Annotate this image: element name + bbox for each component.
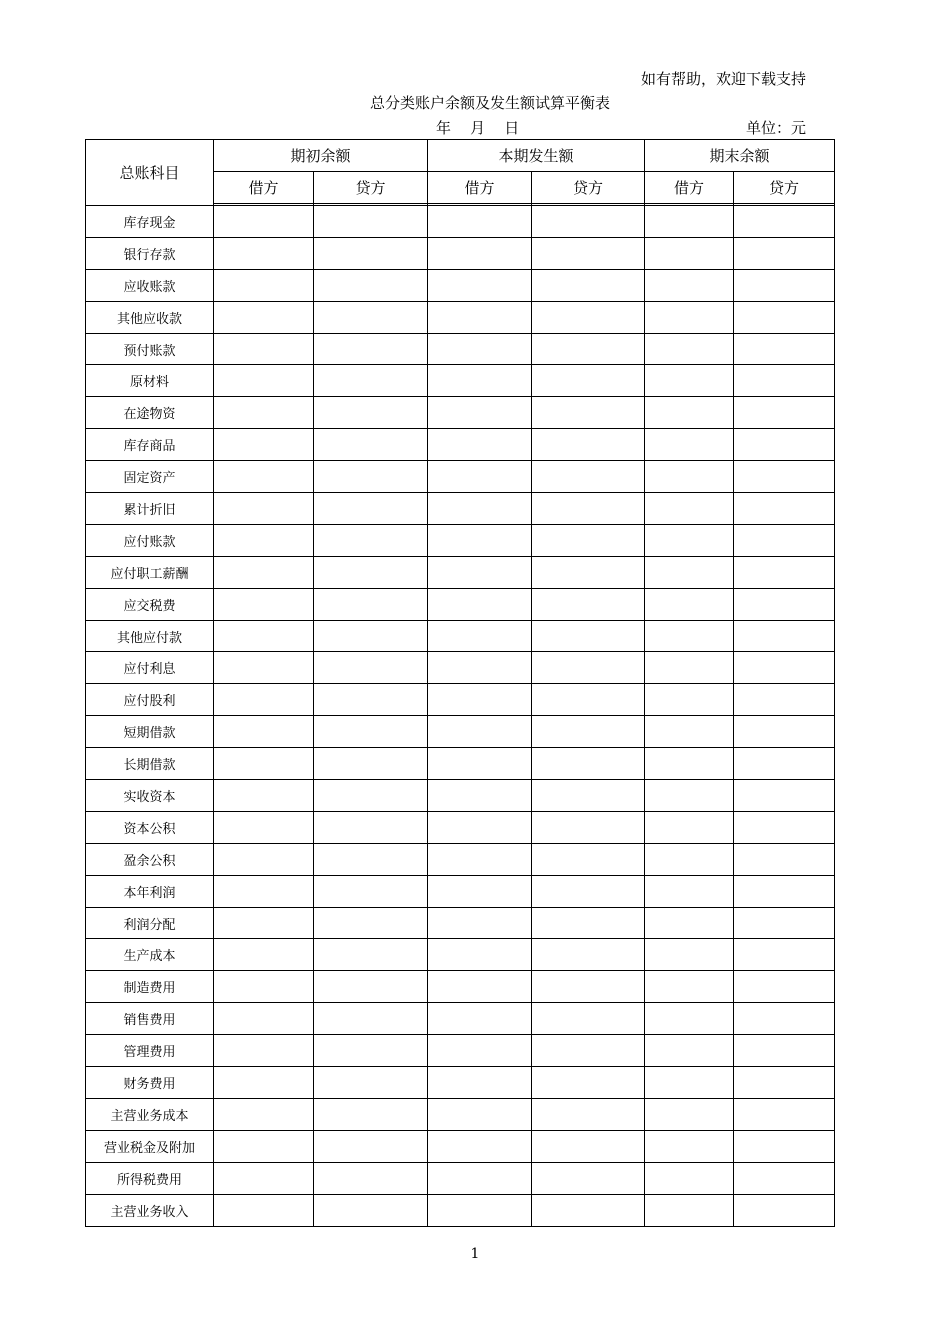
date-line <box>436 117 519 138</box>
credit-cell[interactable] <box>532 333 645 365</box>
table-row <box>86 1130 835 1162</box>
debit-cell[interactable] <box>645 429 734 461</box>
credit-cell[interactable] <box>314 811 428 843</box>
table-row <box>86 811 835 843</box>
table-row <box>86 493 835 525</box>
credit-cell[interactable] <box>734 875 835 907</box>
credit-cell[interactable] <box>532 716 645 748</box>
account-name: 库存现金 <box>86 206 214 238</box>
debit-cell[interactable] <box>428 907 532 939</box>
debit-cell[interactable] <box>428 588 532 620</box>
debit-cell[interactable] <box>428 1067 532 1099</box>
credit-cell[interactable] <box>532 843 645 875</box>
credit-cell[interactable] <box>734 780 835 812</box>
debit-cell[interactable] <box>645 780 734 812</box>
account-name: 短期借款 <box>86 716 214 748</box>
debit-cell[interactable] <box>214 875 314 907</box>
credit-cell[interactable] <box>734 365 835 397</box>
debit-cell[interactable] <box>428 652 532 684</box>
table-row <box>86 365 835 397</box>
debit-cell[interactable] <box>214 1194 314 1226</box>
debit-cell[interactable] <box>645 237 734 269</box>
table-row <box>86 524 835 556</box>
debit-header: 借方 <box>214 172 314 204</box>
debit-cell[interactable] <box>214 365 314 397</box>
credit-header: 贷方 <box>734 172 835 204</box>
debit-cell[interactable] <box>214 493 314 525</box>
credit-cell[interactable] <box>532 365 645 397</box>
debit-cell[interactable] <box>428 971 532 1003</box>
account-name: 财务费用 <box>86 1067 214 1099</box>
debit-cell[interactable] <box>214 1035 314 1067</box>
debit-cell[interactable] <box>214 684 314 716</box>
credit-cell[interactable] <box>314 429 428 461</box>
credit-cell[interactable] <box>734 684 835 716</box>
credit-cell[interactable] <box>532 493 645 525</box>
debit-cell[interactable] <box>214 206 314 238</box>
credit-cell[interactable] <box>314 237 428 269</box>
account-name: 主营业务成本 <box>86 1098 214 1130</box>
credit-cell[interactable] <box>734 493 835 525</box>
credit-cell[interactable] <box>314 461 428 493</box>
unit-label: 单位：元 <box>745 119 806 137</box>
table-row <box>86 780 835 812</box>
debit-cell[interactable] <box>214 1098 314 1130</box>
credit-cell[interactable] <box>314 716 428 748</box>
account-name: 生产成本 <box>86 939 214 971</box>
debit-cell[interactable] <box>645 556 734 588</box>
account-name: 管理费用 <box>86 1035 214 1067</box>
credit-cell[interactable] <box>532 780 645 812</box>
credit-cell[interactable] <box>314 939 428 971</box>
debit-cell[interactable] <box>645 1067 734 1099</box>
debit-cell[interactable] <box>645 333 734 365</box>
credit-cell[interactable] <box>532 1003 645 1035</box>
table-row <box>86 269 835 301</box>
credit-cell[interactable] <box>532 939 645 971</box>
debit-cell[interactable] <box>645 1130 734 1162</box>
debit-cell[interactable] <box>214 461 314 493</box>
credit-cell[interactable] <box>314 556 428 588</box>
credit-cell[interactable] <box>734 939 835 971</box>
debit-cell[interactable] <box>214 1162 314 1194</box>
document-title: 总分类账户余额及发生额试算平衡表 <box>369 94 610 112</box>
group-header-opening: 期初余额 <box>214 140 428 172</box>
account-name: 原材料 <box>86 365 214 397</box>
table-row <box>86 206 835 238</box>
debit-cell[interactable] <box>428 206 532 238</box>
credit-cell[interactable] <box>314 206 428 238</box>
account-name: 应收账款 <box>86 269 214 301</box>
credit-cell[interactable] <box>532 620 645 652</box>
table-row <box>86 620 835 652</box>
table-row <box>86 461 835 493</box>
debit-cell[interactable] <box>645 971 734 1003</box>
credit-cell[interactable] <box>734 429 835 461</box>
table-row <box>86 907 835 939</box>
debit-cell[interactable] <box>214 333 314 365</box>
account-name: 预付账款 <box>86 333 214 365</box>
credit-cell[interactable] <box>314 493 428 525</box>
account-name: 应付职工薪酬 <box>86 556 214 588</box>
debit-cell[interactable] <box>428 1003 532 1035</box>
credit-cell[interactable] <box>734 1194 835 1226</box>
credit-cell[interactable] <box>734 620 835 652</box>
credit-cell[interactable] <box>734 716 835 748</box>
account-name: 销售费用 <box>86 1003 214 1035</box>
debit-cell[interactable] <box>214 971 314 1003</box>
credit-cell[interactable] <box>314 971 428 1003</box>
credit-cell[interactable] <box>532 1035 645 1067</box>
trial-balance-table <box>85 139 835 1227</box>
credit-cell[interactable] <box>734 588 835 620</box>
account-name: 其他应收款 <box>86 301 214 333</box>
debit-cell[interactable] <box>214 1067 314 1099</box>
credit-cell[interactable] <box>734 556 835 588</box>
credit-cell[interactable] <box>532 429 645 461</box>
credit-cell[interactable] <box>734 1130 835 1162</box>
page-number: 1 <box>470 1246 480 1262</box>
credit-cell[interactable] <box>532 461 645 493</box>
debit-cell[interactable] <box>645 811 734 843</box>
credit-cell[interactable] <box>532 1162 645 1194</box>
account-name: 应付利息 <box>86 652 214 684</box>
debit-cell[interactable] <box>645 875 734 907</box>
day-label: 日 <box>504 119 520 137</box>
debit-cell[interactable] <box>428 524 532 556</box>
debit-cell[interactable] <box>428 939 532 971</box>
credit-cell[interactable] <box>314 875 428 907</box>
credit-cell[interactable] <box>532 269 645 301</box>
credit-cell[interactable] <box>532 237 645 269</box>
credit-cell[interactable] <box>314 1194 428 1226</box>
credit-cell[interactable] <box>314 1162 428 1194</box>
credit-cell[interactable] <box>734 811 835 843</box>
debit-cell[interactable] <box>645 684 734 716</box>
credit-cell[interactable] <box>314 397 428 429</box>
debit-cell[interactable] <box>645 1162 734 1194</box>
table-row <box>86 397 835 429</box>
help-text: 如有帮助，欢迎下载支持 <box>640 70 806 88</box>
account-name: 主营业务收入 <box>86 1194 214 1226</box>
account-name: 营业税金及附加 <box>86 1130 214 1162</box>
debit-cell[interactable] <box>428 684 532 716</box>
credit-cell[interactable] <box>734 1162 835 1194</box>
account-name: 固定资产 <box>86 461 214 493</box>
debit-cell[interactable] <box>214 716 314 748</box>
credit-cell[interactable] <box>532 811 645 843</box>
table-row <box>86 301 835 333</box>
credit-cell[interactable] <box>532 1067 645 1099</box>
debit-cell[interactable] <box>428 780 532 812</box>
credit-cell[interactable] <box>734 748 835 780</box>
credit-cell[interactable] <box>734 524 835 556</box>
credit-cell[interactable] <box>734 652 835 684</box>
debit-cell[interactable] <box>645 397 734 429</box>
table-row <box>86 716 835 748</box>
debit-cell[interactable] <box>645 939 734 971</box>
credit-cell[interactable] <box>314 1067 428 1099</box>
debit-cell[interactable] <box>214 1003 314 1035</box>
debit-cell[interactable] <box>214 748 314 780</box>
year-label: 年 <box>436 119 452 137</box>
debit-header: 借方 <box>428 172 532 204</box>
table-row <box>86 652 835 684</box>
credit-cell[interactable] <box>532 524 645 556</box>
debit-cell[interactable] <box>428 1098 532 1130</box>
account-name: 累计折旧 <box>86 493 214 525</box>
credit-cell[interactable] <box>314 907 428 939</box>
credit-cell[interactable] <box>734 269 835 301</box>
debit-cell[interactable] <box>428 843 532 875</box>
account-name: 银行存款 <box>86 237 214 269</box>
table-row <box>86 971 835 1003</box>
debit-cell[interactable] <box>214 429 314 461</box>
credit-cell[interactable] <box>314 269 428 301</box>
account-name: 在途物资 <box>86 397 214 429</box>
credit-cell[interactable] <box>532 652 645 684</box>
table-row <box>86 843 835 875</box>
table-row <box>86 939 835 971</box>
debit-cell[interactable] <box>645 716 734 748</box>
debit-cell[interactable] <box>428 1162 532 1194</box>
credit-cell[interactable] <box>532 684 645 716</box>
debit-cell[interactable] <box>428 237 532 269</box>
credit-cell[interactable] <box>734 1035 835 1067</box>
debit-cell[interactable] <box>428 365 532 397</box>
credit-cell[interactable] <box>314 684 428 716</box>
debit-cell[interactable] <box>214 524 314 556</box>
table-row <box>86 429 835 461</box>
credit-cell[interactable] <box>314 748 428 780</box>
debit-cell[interactable] <box>645 620 734 652</box>
account-name: 库存商品 <box>86 429 214 461</box>
credit-cell[interactable] <box>314 1035 428 1067</box>
debit-cell[interactable] <box>645 365 734 397</box>
debit-cell[interactable] <box>428 333 532 365</box>
month-label: 月 <box>470 119 486 137</box>
debit-cell[interactable] <box>645 269 734 301</box>
debit-cell[interactable] <box>214 556 314 588</box>
credit-cell[interactable] <box>532 971 645 1003</box>
debit-cell[interactable] <box>645 524 734 556</box>
credit-cell[interactable] <box>734 843 835 875</box>
debit-cell[interactable] <box>214 269 314 301</box>
table-body <box>86 206 835 1227</box>
table-row <box>86 237 835 269</box>
debit-cell[interactable] <box>645 1194 734 1226</box>
debit-cell[interactable] <box>428 620 532 652</box>
table-row <box>86 1098 835 1130</box>
debit-cell[interactable] <box>645 206 734 238</box>
group-header-period: 本期发生额 <box>428 140 645 172</box>
credit-cell[interactable] <box>734 461 835 493</box>
credit-cell[interactable] <box>314 333 428 365</box>
credit-cell[interactable] <box>532 1194 645 1226</box>
debit-cell[interactable] <box>428 875 532 907</box>
credit-cell[interactable] <box>532 206 645 238</box>
debit-cell[interactable] <box>214 843 314 875</box>
account-name: 实收资本 <box>86 780 214 812</box>
credit-cell[interactable] <box>314 620 428 652</box>
account-name: 长期借款 <box>86 748 214 780</box>
account-name: 制造费用 <box>86 971 214 1003</box>
debit-cell[interactable] <box>645 1035 734 1067</box>
credit-cell[interactable] <box>314 652 428 684</box>
credit-cell[interactable] <box>532 907 645 939</box>
credit-cell[interactable] <box>314 843 428 875</box>
credit-cell[interactable] <box>734 333 835 365</box>
credit-cell[interactable] <box>532 875 645 907</box>
credit-cell[interactable] <box>314 1098 428 1130</box>
debit-cell[interactable] <box>214 780 314 812</box>
group-header-closing: 期末余额 <box>645 140 835 172</box>
debit-cell[interactable] <box>428 556 532 588</box>
account-name: 资本公积 <box>86 811 214 843</box>
debit-cell[interactable] <box>428 1130 532 1162</box>
table-row <box>86 1067 835 1099</box>
debit-cell[interactable] <box>428 493 532 525</box>
credit-cell[interactable] <box>314 524 428 556</box>
debit-cell[interactable] <box>428 397 532 429</box>
account-name: 利润分配 <box>86 907 214 939</box>
account-name: 本年利润 <box>86 875 214 907</box>
table-row <box>86 1035 835 1067</box>
credit-cell[interactable] <box>314 301 428 333</box>
table-row <box>86 1003 835 1035</box>
credit-cell[interactable] <box>532 1098 645 1130</box>
credit-cell[interactable] <box>314 365 428 397</box>
table-row <box>86 748 835 780</box>
credit-cell[interactable] <box>314 780 428 812</box>
credit-cell[interactable] <box>734 397 835 429</box>
account-name: 所得税费用 <box>86 1162 214 1194</box>
account-header: 总账科目 <box>86 140 214 206</box>
table-row <box>86 684 835 716</box>
debit-cell[interactable] <box>214 620 314 652</box>
debit-cell[interactable] <box>645 493 734 525</box>
debit-cell[interactable] <box>645 652 734 684</box>
table-row <box>86 875 835 907</box>
debit-cell[interactable] <box>428 461 532 493</box>
debit-cell[interactable] <box>428 1035 532 1067</box>
debit-cell[interactable] <box>645 588 734 620</box>
debit-cell[interactable] <box>428 429 532 461</box>
account-name: 应付账款 <box>86 524 214 556</box>
debit-cell[interactable] <box>214 652 314 684</box>
debit-cell[interactable] <box>428 811 532 843</box>
debit-cell[interactable] <box>645 843 734 875</box>
credit-cell[interactable] <box>734 301 835 333</box>
debit-header: 借方 <box>645 172 734 204</box>
credit-cell[interactable] <box>532 1130 645 1162</box>
debit-cell[interactable] <box>214 397 314 429</box>
debit-cell[interactable] <box>214 588 314 620</box>
account-name: 其他应付款 <box>86 620 214 652</box>
debit-cell[interactable] <box>645 301 734 333</box>
table-row <box>86 588 835 620</box>
debit-cell[interactable] <box>214 811 314 843</box>
credit-cell[interactable] <box>734 206 835 238</box>
credit-cell[interactable] <box>532 588 645 620</box>
debit-cell[interactable] <box>645 461 734 493</box>
credit-cell[interactable] <box>734 237 835 269</box>
debit-cell[interactable] <box>214 939 314 971</box>
credit-cell[interactable] <box>734 1067 835 1099</box>
credit-cell[interactable] <box>734 1003 835 1035</box>
credit-header: 贷方 <box>314 172 428 204</box>
credit-cell[interactable] <box>314 1130 428 1162</box>
account-name: 应交税费 <box>86 588 214 620</box>
debit-cell[interactable] <box>428 716 532 748</box>
table-row <box>86 556 835 588</box>
credit-cell[interactable] <box>532 397 645 429</box>
account-name: 应付股利 <box>86 684 214 716</box>
debit-cell[interactable] <box>645 748 734 780</box>
debit-cell[interactable] <box>214 301 314 333</box>
table-row <box>86 333 835 365</box>
account-name: 盈余公积 <box>86 843 214 875</box>
credit-cell[interactable] <box>532 556 645 588</box>
credit-cell[interactable] <box>734 971 835 1003</box>
debit-cell[interactable] <box>645 1098 734 1130</box>
credit-cell[interactable] <box>734 1098 835 1130</box>
credit-cell[interactable] <box>734 907 835 939</box>
debit-cell[interactable] <box>214 907 314 939</box>
debit-cell[interactable] <box>428 748 532 780</box>
credit-cell[interactable] <box>532 748 645 780</box>
debit-cell[interactable] <box>645 907 734 939</box>
credit-cell[interactable] <box>532 301 645 333</box>
table-row <box>86 1194 835 1226</box>
credit-cell[interactable] <box>314 1003 428 1035</box>
debit-cell[interactable] <box>214 1130 314 1162</box>
debit-cell[interactable] <box>428 1194 532 1226</box>
debit-cell[interactable] <box>428 269 532 301</box>
debit-cell[interactable] <box>428 301 532 333</box>
table-row <box>86 1162 835 1194</box>
credit-header: 贷方 <box>532 172 645 204</box>
debit-cell[interactable] <box>645 1003 734 1035</box>
debit-cell[interactable] <box>214 237 314 269</box>
credit-cell[interactable] <box>314 588 428 620</box>
